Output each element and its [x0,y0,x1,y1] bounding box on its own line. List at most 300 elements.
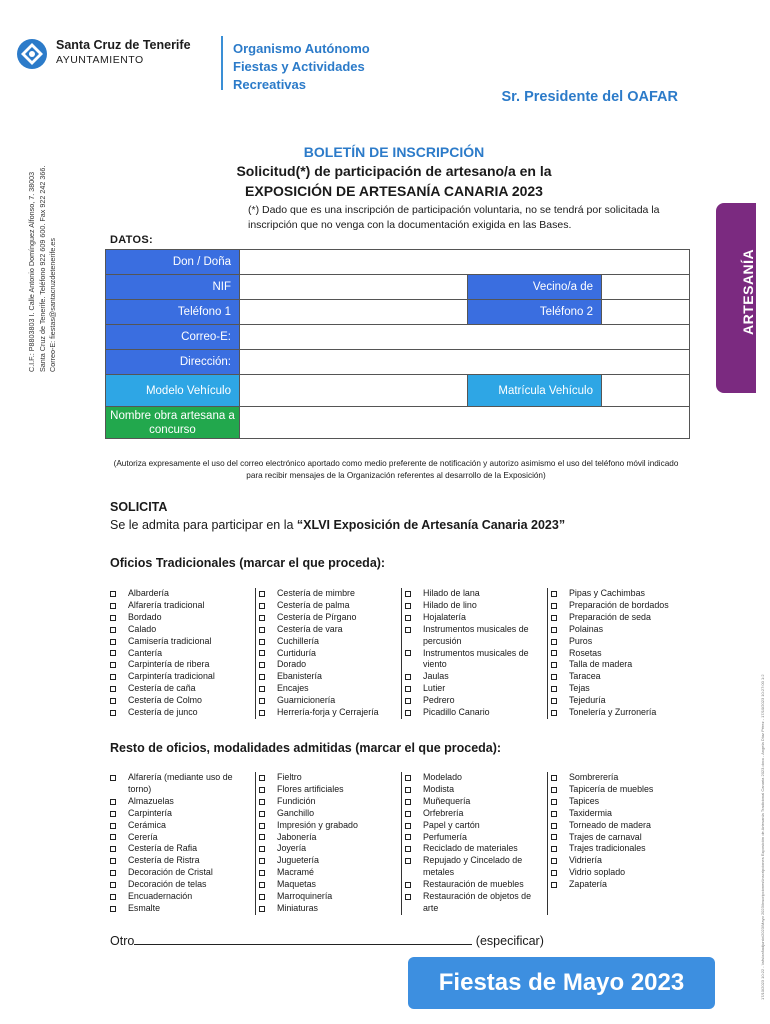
checklist-item-label: Lutier [423,683,446,694]
checklist-item[interactable] [405,784,547,796]
checkbox[interactable] [551,612,560,624]
correo-input[interactable] [240,325,690,350]
oficios-column [110,588,256,719]
checkbox[interactable] [551,784,560,796]
checklist-item[interactable] [110,671,255,683]
checklist-item-label: Fieltro [277,772,302,782]
modelo-input[interactable] [240,375,468,407]
checklist-item-label: Modelado [423,772,462,782]
checklist-item[interactable] [405,707,547,719]
checklist-item[interactable] [551,695,670,707]
otro-field [110,933,544,948]
checkbox[interactable] [551,867,560,879]
checkbox[interactable] [551,624,560,636]
oficios-column [256,588,402,719]
checklist-item[interactable] [405,891,547,915]
checkbox[interactable] [259,808,268,820]
checklist-item-label: Bordado [128,611,162,622]
checklist-item[interactable] [110,707,255,719]
checklist-item-label: Cerería [128,831,158,842]
checklist-item-label: Miniaturas [277,902,318,913]
telefono1-input[interactable] [240,300,468,325]
checklist-item-label: Cestería de Ristra [128,855,200,866]
checklist-item[interactable] [259,843,401,855]
address-note: C.I.F.: P8803803 I. Calle Antonio Domínguez Alfonso, 7. 38003 Santa Cruz de Tenerife. Teléfono 922 609 600. Fax 922 242 366. Correo-E: fiestas@santacruzdetenerife.es [27,165,57,372]
checklist-item[interactable] [259,903,401,915]
checklist-item-label: Juguetería [277,855,319,866]
checklist-item-label: Taxidermia [569,807,612,818]
resto-heading: Resto de oficios, modalidades admitidas (marcar el que proceda): [110,741,502,755]
city-emblem-icon [16,38,48,70]
consent-text: (Autoriza expresamente el uso del correo electrónico aportado como medio preferente de notificación y autorizo asimismo el uso del teléfono móvil indicado para recibir mensajes de la Organización referentes al desarrollo de la Exposición) [113,459,679,480]
checkbox[interactable] [110,772,119,784]
checklist-item[interactable] [259,659,401,671]
checklist-item[interactable] [551,820,670,832]
checkbox[interactable] [110,820,119,832]
checklist-item-label: Encajes [277,683,309,694]
checklist-item-label: Fundición [277,795,316,806]
checkbox[interactable] [110,624,119,636]
checklist-item[interactable] [405,843,547,855]
checklist-item[interactable] [259,820,401,832]
checklist-item-label: Taracea [569,671,601,682]
form-subtitle-event: EXPOSICIÓN DE ARTESANÍA CANARIA 2023 [245,183,543,199]
city-name: Santa Cruz de Tenerife [56,38,191,52]
checklist-item[interactable] [551,588,670,600]
footer-banner: Fiestas de Mayo 2023 [408,957,715,1009]
matricula-label: Matrícula Vehículo [468,375,602,407]
checklist-item[interactable] [405,588,547,600]
checklist-item-label: Picadillo Canario [423,707,490,718]
checklist-item[interactable] [110,843,255,855]
matricula-input[interactable] [602,375,690,407]
checkbox[interactable] [259,784,268,796]
checklist-item-label: Papel y cartón [423,819,480,830]
checklist-item-label: Dorado [277,659,307,670]
checklist-item[interactable] [551,612,670,624]
checkbox[interactable] [110,843,119,855]
checklist-item-label: Modista [423,783,455,794]
don-input[interactable] [240,250,690,275]
checklist-item[interactable] [405,612,547,624]
resto-column [110,772,256,915]
checkbox[interactable] [110,695,119,707]
checklist-item[interactable] [259,796,401,808]
obra-input[interactable] [240,407,690,439]
checklist-item[interactable] [405,820,547,832]
checklist-item-label: Instrumentos musicales de viento [423,647,529,670]
checkbox[interactable] [551,796,560,808]
checklist-item-label: Hilado de lino [423,599,477,610]
checkbox[interactable] [259,903,268,915]
checklist-item[interactable] [110,891,255,903]
checklist-item[interactable] [110,796,255,808]
checklist-item[interactable] [551,600,670,612]
otro-label: Otro [110,934,135,948]
checklist-item[interactable] [551,832,670,844]
resto-checklist [110,772,670,915]
checklist-item[interactable] [110,648,255,660]
checklist-item[interactable] [551,624,670,636]
checkbox[interactable] [259,891,268,903]
checkbox[interactable] [405,843,414,855]
checklist-item-label: Ganchillo [277,807,314,818]
checkbox[interactable] [259,624,268,636]
checklist-item[interactable] [259,671,401,683]
checklist-item[interactable] [405,671,547,683]
checklist-item[interactable] [110,820,255,832]
artesania-tab: ARTESANÍA [716,203,756,393]
checklist-item-label: Hilado de lana [423,588,480,598]
city-subtitle: AYUNTAMIENTO [56,54,144,66]
checkbox[interactable] [259,843,268,855]
checkbox[interactable] [551,659,560,671]
checklist-item-label: Tapices [569,795,600,806]
checklist-item-label: Cestería de Pírgano [277,611,357,622]
checkbox[interactable] [551,820,560,832]
checkbox[interactable] [259,636,268,648]
checkbox[interactable] [551,671,560,683]
checklist-item-label: Tapicería de muebles [569,783,654,794]
checkbox[interactable] [551,832,560,844]
checklist-item-label: Albardería [128,588,169,598]
vecino-input[interactable] [602,275,690,300]
checkbox[interactable] [405,784,414,796]
form-subtitle: Solicitud(*) de participación de artesano/a en la [236,163,552,179]
data-table [105,249,690,439]
checklist-item-label: Decoración de Cristal [128,867,213,878]
checklist-item[interactable] [551,843,670,855]
checkbox[interactable] [551,772,560,784]
checkbox[interactable] [405,808,414,820]
checklist-item[interactable] [405,695,547,707]
checkbox[interactable] [259,879,268,891]
checklist-item[interactable] [551,784,670,796]
checkbox[interactable] [110,796,119,808]
checklist-item[interactable] [110,636,255,648]
checkbox[interactable] [405,695,414,707]
checkbox[interactable] [551,808,560,820]
correo-label: Correo-E: [106,325,240,350]
checkbox[interactable] [110,707,119,719]
checkbox[interactable] [110,808,119,820]
checkbox[interactable] [259,612,268,624]
checklist-item[interactable] [259,808,401,820]
telefono2-input[interactable] [602,300,690,325]
checklist-item[interactable] [405,855,547,879]
checklist-item-label: Puros [569,635,593,646]
checkbox[interactable] [259,855,268,867]
checklist-item-label: Reciclado de materiales [423,843,518,854]
city-logo [16,38,191,70]
checklist-item-label: Cestería de Rafia [128,843,198,854]
checklist-item[interactable] [551,867,670,879]
checkbox[interactable] [259,600,268,612]
checklist-item-label: Tonelería y Zurronería [569,707,657,718]
checkbox[interactable] [259,648,268,660]
checkbox[interactable] [110,903,119,915]
checkbox[interactable] [259,588,268,600]
checklist-item[interactable] [405,772,547,784]
checklist-item[interactable] [259,855,401,867]
checklist-item-label: Cestería de Colmo [128,695,202,706]
checkbox[interactable] [110,867,119,879]
checkbox[interactable] [551,879,560,891]
checklist-item-label: Perfumería [423,831,467,842]
checklist-item-label: Torneado de madera [569,819,651,830]
checklist-item-label: Almazuelas [128,795,174,806]
checkbox[interactable] [405,796,414,808]
checklist-item[interactable] [110,600,255,612]
checklist-item-label: Instrumentos musicales de percusión [423,623,529,646]
checklist-item[interactable] [405,683,547,695]
checkbox[interactable] [405,588,414,600]
checklist-item-label: Polainas [569,623,604,634]
otro-input[interactable] [134,933,472,945]
checklist-item[interactable] [110,832,255,844]
solicita-heading: SOLICITA [110,500,168,514]
checkbox[interactable] [405,600,414,612]
checkbox[interactable] [259,659,268,671]
checklist-item[interactable] [551,808,670,820]
checklist-item-label: Camisería tradicional [128,635,212,646]
checklist-item[interactable] [259,648,401,660]
checkbox[interactable] [551,695,560,707]
document-path-note: 17/10/2023 10:22 - \\sfs\oaf\adjunto\2023\Mayo 2023\Inscripciones\Inscripciones Exposición de Artesanía Tradicional Canaria 2023.docx - Angela Díaz Pérez - 17/10/2023 10:27:00 1:2 [760,674,765,1000]
checklist-item[interactable] [110,772,255,796]
checkbox[interactable] [405,772,414,784]
checkbox[interactable] [110,636,119,648]
checkbox[interactable] [405,648,414,660]
checkbox[interactable] [110,855,119,867]
checklist-item[interactable] [259,588,401,600]
checklist-item[interactable] [405,600,547,612]
checklist-item[interactable] [551,683,670,695]
checkbox[interactable] [110,588,119,600]
nif-input[interactable] [240,275,468,300]
checklist-item-label: Encuadernación [128,891,193,902]
checklist-item[interactable] [405,879,547,891]
checkbox[interactable] [551,707,560,719]
checkbox[interactable] [551,843,560,855]
checklist-item[interactable] [110,624,255,636]
checklist-item-label: Cantería [128,647,163,658]
checkbox[interactable] [259,671,268,683]
checklist-item-label: Cestería de mimbre [277,588,355,598]
checklist-item[interactable] [259,891,401,903]
checklist-item[interactable] [551,671,670,683]
checklist-item-label: Restauración de objetos de arte [423,891,532,913]
direccion-input[interactable] [240,350,690,375]
checklist-item-label: Rosetas [569,647,602,658]
checklist-item[interactable] [110,808,255,820]
checklist-item-label: Pedrero [423,695,455,706]
datos-label: DATOS: [110,234,153,246]
direccion-label: Dirección: [106,350,240,375]
checklist-item-label: Zapatería [569,879,607,890]
checklist-item[interactable] [551,772,670,784]
checklist-item-label: Guarnicionería [277,695,336,706]
checklist-item[interactable] [259,784,401,796]
checklist-item[interactable] [551,879,670,891]
checklist-item-label: Carpintería tradicional [128,671,215,682]
checkbox[interactable] [259,683,268,695]
solicita-text: Se le admita para participar en la “XLVI Exposición de Artesanía Canaria 2023” [110,518,566,532]
checklist-item[interactable] [110,867,255,879]
checklist-item-label: Cestería de palma [277,599,350,610]
checklist-item-label: Carpintería de ribera [128,659,210,670]
checklist-item-label: Hojalatería [423,611,466,622]
checklist-item[interactable] [110,612,255,624]
telefono2-label: Teléfono 2 [468,300,602,325]
recipient: Sr. Presidente del OAFAR [501,89,678,105]
checkbox[interactable] [405,820,414,832]
checklist-item[interactable] [110,855,255,867]
checklist-item[interactable] [405,832,547,844]
checkbox[interactable] [110,832,119,844]
checklist-item-label: Flores artificiales [277,783,344,794]
checklist-item-label: Vidrio soplado [569,867,626,878]
checklist-item-label: Cestería de caña [128,683,196,694]
checklist-item-label: Talla de madera [569,659,633,670]
checklist-item-label: Pipas y Cachimbas [569,588,645,598]
checklist-item[interactable] [110,695,255,707]
checklist-item-label: Cuchillería [277,635,319,646]
checklist-item[interactable] [405,624,547,648]
checklist-item[interactable] [405,808,547,820]
checkbox[interactable] [551,683,560,695]
checkbox[interactable] [259,820,268,832]
checklist-item[interactable] [259,879,401,891]
checkbox[interactable] [259,796,268,808]
checklist-item[interactable] [405,648,547,672]
checklist-item-label: Cestería de vara [277,623,343,634]
checklist-item-label: Muñequería [423,795,471,806]
checkbox[interactable] [405,683,414,695]
checkbox[interactable] [259,832,268,844]
checklist-item[interactable] [110,588,255,600]
checklist-item-label: Tejeduría [569,695,606,706]
checkbox[interactable] [551,588,560,600]
checklist-item-label: Sombrerería [569,772,619,782]
checklist-item[interactable] [551,648,670,660]
checkbox[interactable] [551,855,560,867]
checkbox[interactable] [405,832,414,844]
checklist-item-label: Repujado y Cincelado de metales [423,855,523,878]
checklist-item[interactable] [259,683,401,695]
checkbox[interactable] [259,772,268,784]
modelo-label: Modelo Vehículo [106,375,240,407]
checklist-item-label: Maquetas [277,879,316,890]
nif-label: NIF [106,275,240,300]
checklist-item-label: Calado [128,623,157,634]
checklist-item-label: Alfarería tradicional [128,599,205,610]
checklist-item[interactable] [259,772,401,784]
telefono1-label: Teléfono 1 [106,300,240,325]
organization-name: Organismo Autónomo Fiestas y Actividades Recreativas [233,41,370,92]
checkbox[interactable] [405,879,414,891]
checklist-item[interactable] [110,659,255,671]
checkbox[interactable] [405,612,414,624]
form-title: BOLETÍN DE INSCRIPCIÓN [303,144,485,160]
resto-column [256,772,402,915]
checkbox[interactable] [110,891,119,903]
checklist-item-label: Preparación de seda [569,611,651,622]
otro-suffix: (especificar) [475,934,544,948]
checkbox[interactable] [551,636,560,648]
checkbox[interactable] [405,707,414,719]
checkbox[interactable] [405,671,414,683]
checklist-item[interactable] [110,879,255,891]
obra-label: Nombre obra artesana a concurso [106,407,240,439]
checkbox[interactable] [259,707,268,719]
checklist-item[interactable] [551,636,670,648]
checklist-item-label: Carpintería [128,807,172,818]
checklist-item[interactable] [259,867,401,879]
checklist-item[interactable] [259,612,401,624]
checklist-item[interactable] [259,636,401,648]
checkbox[interactable] [259,695,268,707]
checkbox[interactable] [110,879,119,891]
checklist-item-label: Macramé [277,867,314,878]
checkbox[interactable] [110,671,119,683]
checklist-item-label: Trajes tradicionales [569,843,646,854]
resto-column [548,772,670,915]
checklist-item-label: Jabonería [277,831,317,842]
checkbox[interactable] [110,612,119,624]
checklist-item-label: Jaulas [423,671,449,682]
checkbox[interactable] [551,600,560,612]
checklist-item[interactable] [259,624,401,636]
checklist-item[interactable] [551,855,670,867]
oficios-heading: Oficios Tradicionales (marcar el que proceda): [110,556,386,570]
checkbox[interactable] [405,855,414,867]
checkbox[interactable] [551,648,560,660]
checklist-item-label: Impresión y grabado [277,819,358,830]
checklist-item[interactable] [110,903,255,915]
checklist-item-label: Joyería [277,843,307,854]
checklist-item[interactable] [259,600,401,612]
checkbox[interactable] [110,600,119,612]
oficios-checklist [110,588,670,719]
checklist-item-label: Tejas [569,683,590,694]
checklist-item-label: Vidriería [569,855,602,866]
checkbox[interactable] [110,648,119,660]
checklist-item[interactable] [110,683,255,695]
header-divider [221,36,223,90]
checkbox[interactable] [405,624,414,636]
checklist-item[interactable] [259,707,401,719]
checkbox[interactable] [405,891,414,903]
checkbox[interactable] [110,659,119,671]
checkbox[interactable] [259,867,268,879]
checklist-item-label: Orfebrería [423,807,464,818]
checklist-item-label: Ebanistería [277,671,322,682]
checklist-item[interactable] [551,659,670,671]
checklist-item-label: Alfarería (mediante uso de torno) [128,772,233,794]
checklist-item[interactable] [405,796,547,808]
checkbox[interactable] [110,683,119,695]
form-note: (*) Dado que es una inscripción de participación voluntaria, no se tendrá por solicitada la inscripción que no venga con la documentación exigida en las Bases. [248,204,660,231]
checklist-item-label: Cestería de junco [128,707,198,718]
checklist-item[interactable] [551,796,670,808]
checklist-item[interactable] [551,707,670,719]
oficios-column [402,588,548,719]
don-label: Don / Doña [106,250,240,275]
checklist-item-label: Cerámica [128,819,166,830]
checklist-item[interactable] [259,695,401,707]
checklist-item[interactable] [259,832,401,844]
